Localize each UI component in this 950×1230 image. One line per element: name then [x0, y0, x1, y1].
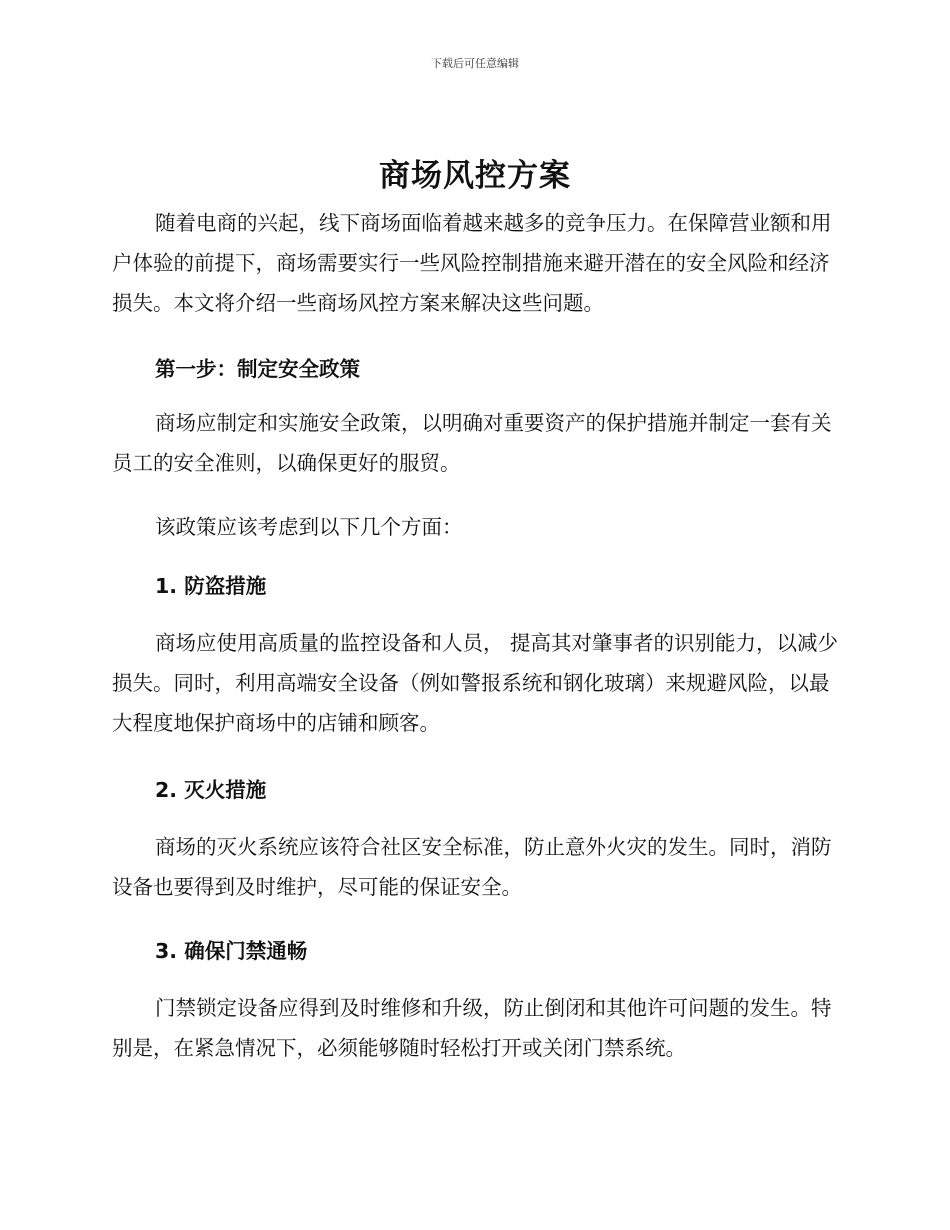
step1-heading: 第一步：制定安全政策 [155, 357, 360, 381]
step1-paragraph: 商场应制定和实施安全政策，以明确对重要资产的保护措施并制定一套有关员工的安全准则，以确保更好的服贸。 [112, 411, 832, 475]
section-paragraph-fire: 商场的灭火系统应该符合社区安全标准，防止意外火灾的发生。同时，消防设备也要得到及时维护，尽可能的保证安全。 [112, 835, 832, 899]
header-note: 下载后可任意编辑 [431, 57, 519, 70]
intro-paragraph: 随着电商的兴起，线下商场面临着越来越多的竞争压力。在保障营业额和用户体验的前提下，商场需要实行一些风险控制措施来避开潜在的安全风险和经济损失。本文将介绍一些商场风控方案来解决这些问题。 [112, 211, 832, 315]
section-paragraph-theft: 商场应使用高质量的监控设备和人员， 提高其对肇事者的识别能力，以减少损失。同时，利用高端安全设备（例如警报系统和钢化玻璃）来规避风险，以最大程度地保护商场中的店铺和顾客。 [112, 631, 839, 735]
policy-intro-paragraph: 该政策应该考虑到以下几个方面： [155, 515, 463, 539]
page-title: 商场风控方案 [379, 158, 571, 194]
section-paragraph-access: 门禁锁定设备应得到及时维修和升级，防止倒闭和其他许可问题的发生。特别是，在紧急情况下，必须能够随时轻松打开或关闭门禁系统。 [112, 996, 832, 1060]
section-heading-fire: 2. 灭火措施 [155, 778, 267, 802]
section-heading-access: 3. 确保门禁通畅 [155, 939, 308, 963]
section-heading-theft: 1. 防盗措施 [155, 574, 267, 598]
